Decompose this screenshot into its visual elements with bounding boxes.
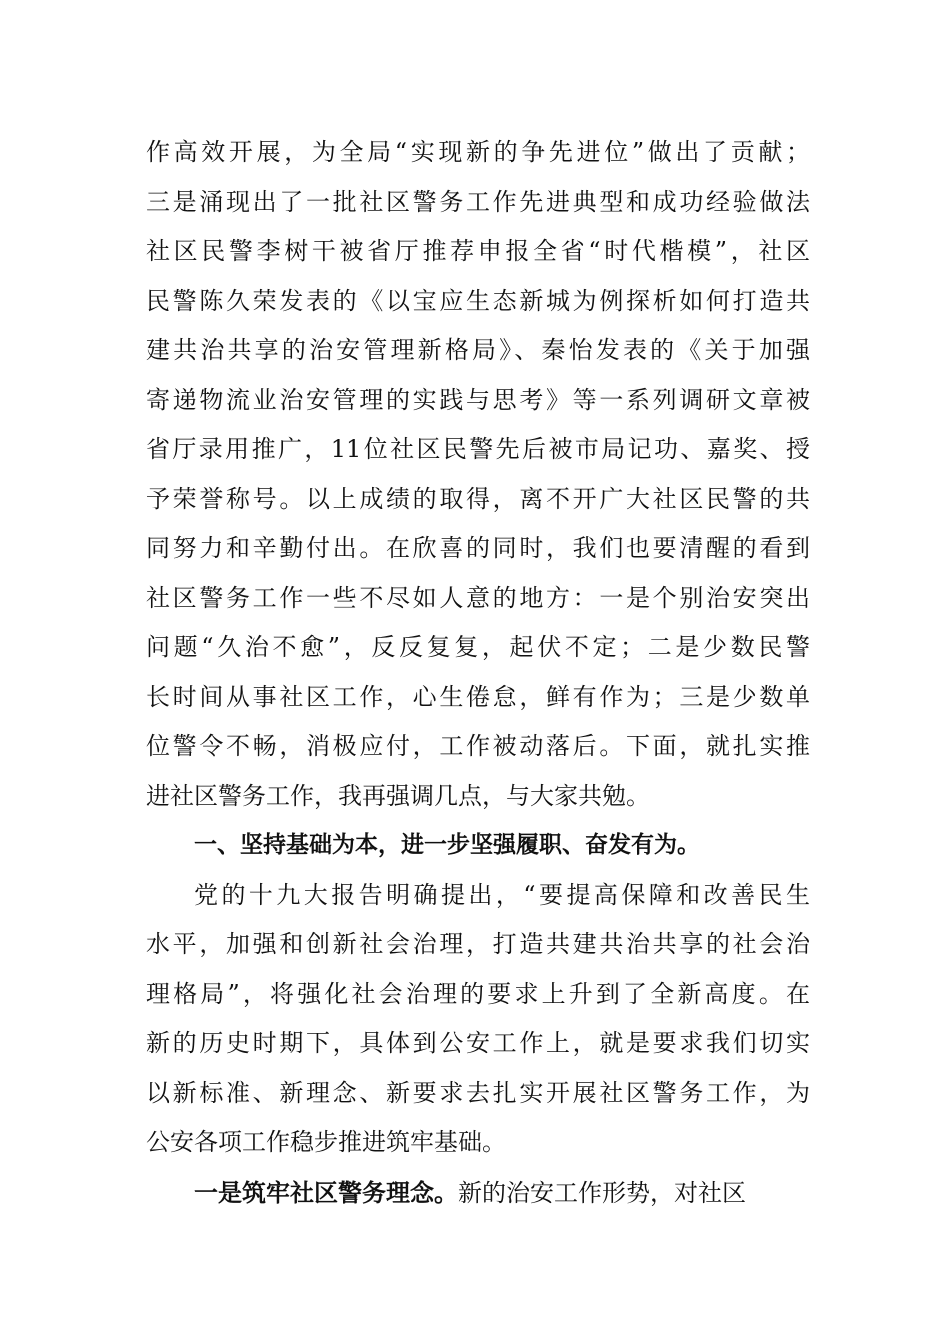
body-line: 进社区警务工作，我再强调几点，与大家共勉。 <box>146 781 650 810</box>
body-line: 省厅录用推广，11位社区民警先后被市局记功、嘉奖、授 <box>146 435 810 463</box>
body-line: 寄递物流业治安管理的实践与思考》等一系列调研文章被 <box>146 385 810 414</box>
body-line: 同努力和辛勤付出。在欣喜的同时，我们也要清醒的看到 <box>146 534 810 562</box>
body-line: 予荣誉称号。以上成绩的取得，离不开广大社区民警的共 <box>146 484 810 513</box>
body-line: 位警令不畅，消极应付，工作被动落后。下面，就扎实推 <box>146 732 810 760</box>
body-line: 社区警务工作一些不尽如人意的地方：一是个别治安突出 <box>146 583 810 612</box>
body-line: 以新标准、新理念、新要求去扎实开展社区警务工作，为 <box>146 1078 810 1107</box>
body-line: 建共治共享的治安管理新格局》、秦怡发表的《关于加强 <box>146 336 810 364</box>
point-text: 新的治安工作形势，对社区 <box>458 1178 746 1207</box>
point-lead: 一是筑牢社区警务理念。 <box>194 1177 458 1207</box>
section-heading: 一、坚持基础为本，进一步坚强履职、奋发有为。 <box>194 832 700 858</box>
body-line: 水平，加强和创新社会治理，打造共建共治共享的社会治 <box>146 930 810 958</box>
body-line: 三是涌现出了一批社区警务工作先进典型和成功经验做法 <box>146 187 810 216</box>
body-line <box>146 1168 810 1218</box>
body-line: 作高效开展，为全局“实现新的争先进位”做出了贡献； <box>146 138 810 166</box>
document-body <box>146 128 810 1217</box>
body-line: 问题“久治不愈”，反反复复，起伏不定；二是少数民警 <box>146 633 810 661</box>
body-line: 社区民警李树干被省厅推荐申报全省“时代楷模”，社区 <box>146 237 810 265</box>
body-line: 长时间从事社区工作，心生倦怠，鲜有作为；三是少数单 <box>146 682 810 711</box>
body-line: 新的历史时期下，具体到公安工作上，就是要求我们切实 <box>146 1029 810 1057</box>
body-line: 公安各项工作稳步推进筑牢基础。 <box>146 1128 506 1156</box>
body-line: 民警陈久荣发表的《以宝应生态新城为例探析如何打造共 <box>146 286 810 315</box>
body-line: 理格局”，将强化社会治理的要求上升到了全新高度。在 <box>146 979 810 1008</box>
body-line: 党的十九大报告明确提出，“要提高保障和改善民生 <box>194 880 810 909</box>
